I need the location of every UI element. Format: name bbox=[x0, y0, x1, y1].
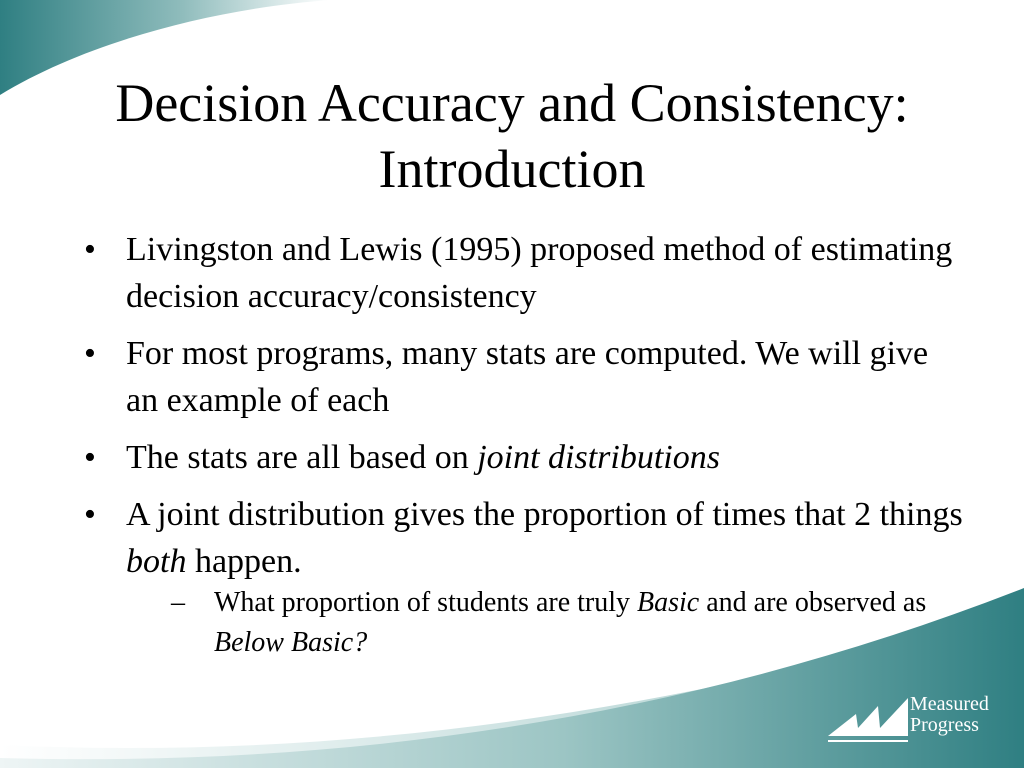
logo-line-1: Measured bbox=[910, 693, 989, 715]
measured-progress-logo bbox=[828, 694, 1008, 744]
logo-line-2: Progress bbox=[910, 714, 979, 736]
slide-title bbox=[40, 70, 984, 202]
bullet-item bbox=[84, 434, 964, 481]
logo-mark-icon bbox=[828, 694, 910, 744]
bullet-item bbox=[84, 226, 964, 320]
bullet-emphasis: joint distributions bbox=[477, 439, 720, 476]
title-line-2: Introduction bbox=[378, 139, 646, 199]
bullet-item bbox=[84, 491, 964, 663]
sub-bullet-item bbox=[171, 583, 964, 663]
bullet-list bbox=[84, 226, 964, 673]
sub-bullet-emphasis-1: Basic bbox=[637, 587, 700, 618]
bullet-dot-icon: • bbox=[84, 496, 96, 533]
dash-icon: – bbox=[171, 587, 185, 618]
bullet-text: Livingston and Lewis (1995) proposed method of estimating decision accuracy/consistency bbox=[126, 231, 953, 315]
bullet-dot-icon: • bbox=[84, 335, 96, 372]
sub-bullet-emphasis-2: Below Basic? bbox=[214, 627, 368, 658]
bullet-item bbox=[84, 330, 964, 424]
bullet-text: For most programs, many stats are computed. We will give an example of each bbox=[126, 335, 929, 419]
bullet-emphasis: both bbox=[126, 543, 187, 580]
bullet-dot-icon: • bbox=[84, 439, 96, 476]
bullet-dot-icon: • bbox=[84, 231, 96, 268]
title-line-1: Decision Accuracy and Consistency: bbox=[115, 73, 909, 133]
bullet-text: The stats are all based on bbox=[126, 439, 478, 476]
bullet-text-end: happen. bbox=[186, 543, 302, 580]
bullet-text: A joint distribution gives the proportion of times that 2 things bbox=[126, 496, 963, 533]
sub-bullet-text: What proportion of students are truly bbox=[214, 587, 638, 618]
logo-text bbox=[910, 694, 989, 736]
sub-bullet-text-middle: and are observed as bbox=[699, 587, 927, 618]
